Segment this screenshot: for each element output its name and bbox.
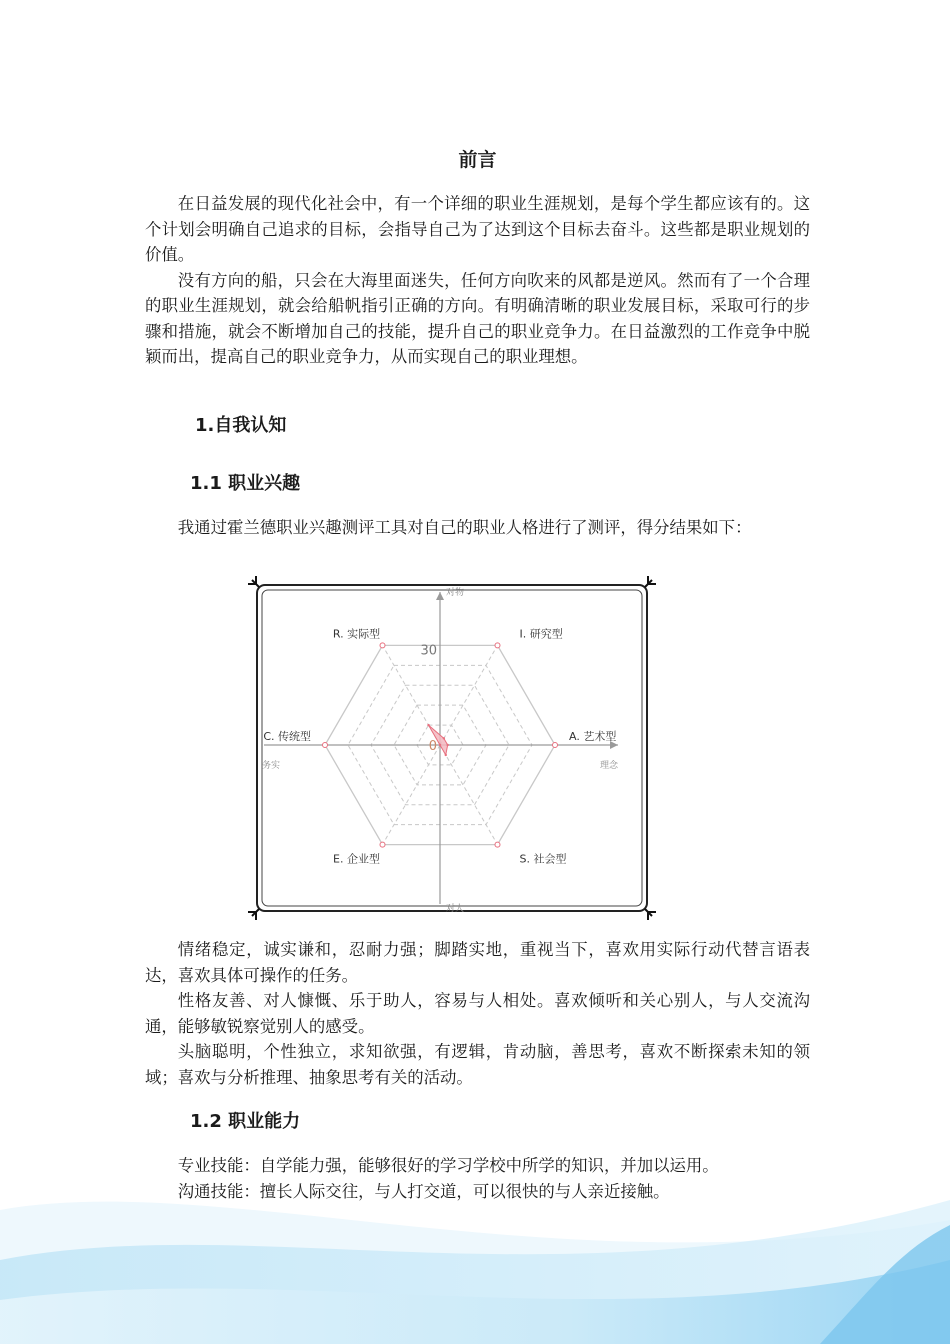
axis-label-bottom: 对人 [446, 904, 465, 914]
interest-description [145, 937, 810, 1090]
axis-vertex-dot-4 [380, 842, 385, 847]
frame-corner-marks [248, 576, 656, 920]
tick-label-zero: 0 [428, 739, 437, 754]
holland-radar-chart [242, 570, 662, 926]
radar-spoke-3 [440, 745, 498, 845]
category-label-0: R. 实际型 [332, 627, 381, 641]
axis-vertex-dot-1 [495, 643, 500, 648]
radar-svg [242, 570, 662, 926]
interest-paragraph-1: 情绪稳定，诚实谦和，忍耐力强；脚踏实地，重视当下，喜欢用实际行动代替言语表达，喜欢具体可操作的任务。 [145, 940, 810, 985]
data-point-2 [446, 744, 448, 746]
category-label-4: E. 企业型 [333, 852, 380, 866]
axis-vertex-dot-5 [323, 743, 328, 748]
data-point-1 [443, 737, 445, 739]
axis-vertex-dot-2 [553, 743, 558, 748]
axis-label-right: 理念 [600, 761, 619, 771]
axis-arrow-up [436, 592, 444, 600]
interest-intro-paragraph: 我通过霍兰德职业兴趣测评工具对自己的职业人格进行了测评，得分结果如下： [177, 518, 752, 537]
frame-outer [257, 585, 647, 911]
category-label-5: C. 传统型 [263, 730, 311, 743]
subsection-heading-interest: 1.1 职业兴趣 [190, 473, 301, 494]
radar-spoke-1 [440, 645, 498, 745]
axis-vertex-dot-3 [495, 842, 500, 847]
interest-paragraph-3: 头脑聪明，个性独立，求知欲强，有逻辑，肯动脑，善思考，喜欢不断探索未知的领域；喜欢与分析推理、抽象思考有关的活动。 [145, 1042, 810, 1087]
data-point-0 [427, 724, 429, 726]
frame-inner [262, 590, 642, 906]
preface-paragraph-1: 在日益发展的现代化社会中，有一个详细的职业生涯规划，是每个学生都应该有的。这个计划会明确自己追求的目标，会指导自己为了达到这个目标去奋斗。这些都是职业规划的价值。 [145, 194, 810, 264]
preface-paragraph-2: 没有方向的船，只会在大海里面迷失，任何方向吹来的风都是逆风。然而有了一个合理的职业生涯规划，就会给船帆指引正确的方向。有明确清晰的职业发展目标，采取可行的步骤和措施，就会不断增加自己的技能，提升自己的职业竞争力。在日益激烈的工作竞争中脱颖而出，提高自己的职业竞争力，从而实现自己的职业理想。 [145, 270, 810, 366]
page-title: 前言 [458, 149, 497, 171]
ability-body [145, 1153, 810, 1204]
data-point-5 [439, 744, 441, 746]
category-label-2: A. 艺术型 [569, 730, 617, 743]
ability-line-1: 专业技能：自学能力强，能够很好的学习学校中所学的知识，并加以运用。 [177, 1156, 719, 1175]
subsection-heading-ability: 1.2 职业能力 [190, 1111, 301, 1132]
preface-body [145, 191, 810, 370]
axis-label-top: 对物 [446, 588, 465, 598]
category-label-1: I. 研究型 [519, 627, 563, 641]
category-label-3: S. 社会型 [519, 852, 567, 866]
ability-line-2: 沟通技能：擅长人际交往，与人打交道，可以很快的与人亲近接触。 [177, 1181, 670, 1201]
axis-vertex-dot-0 [380, 643, 385, 648]
interest-paragraph-2: 性格友善、对人慷慨、乐于助人，容易与人相处。喜欢倾听和关心别人，与人交流沟通，能够敏锐察觉别人的感受。 [145, 991, 810, 1036]
radar-spoke-4 [383, 745, 441, 845]
data-point-3 [445, 754, 447, 756]
interest-intro [145, 515, 810, 541]
section-heading-self-awareness: 1.自我认知 [195, 415, 287, 436]
axis-label-left: 务实 [262, 761, 281, 771]
tick-label-max: 30 [420, 643, 437, 659]
